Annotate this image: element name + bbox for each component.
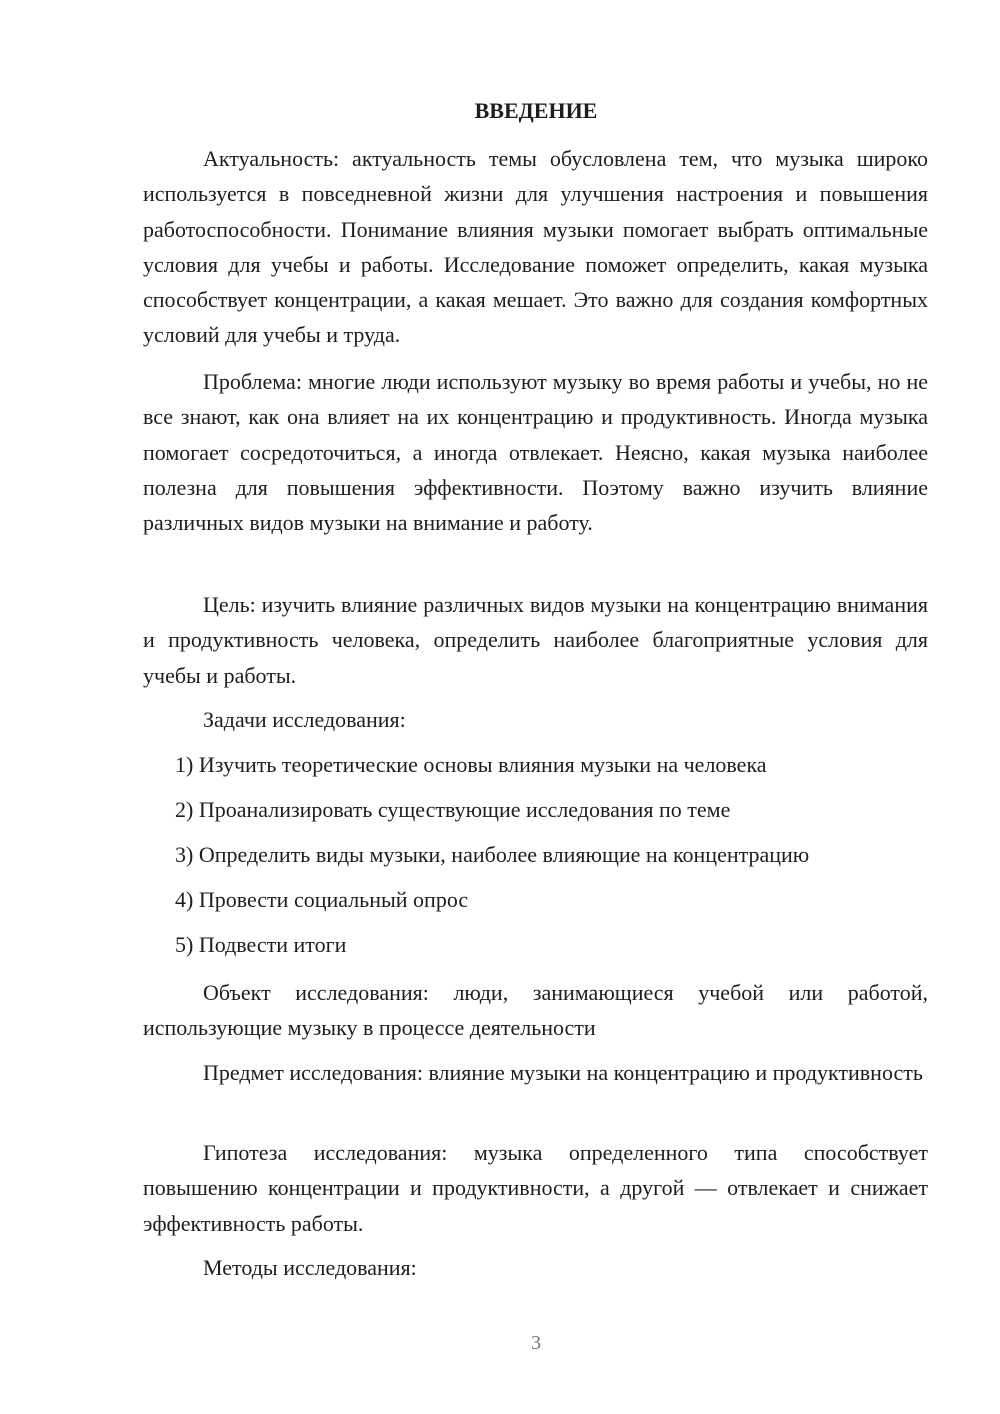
tasks-heading-section xyxy=(143,702,928,737)
relevance-section xyxy=(143,141,928,353)
relevance-paragraph: Актуальность: актуальность темы обусловлена тем, что музыка широко используется в повседневной жизни для улучшения настроения и повышения работоспособности. Понимание влияния музыки помогает выбрать оптимальные условия для учебы и работы. Исследование поможет определить, какая музыка способствует концентрации, а какая мешает. Это важно для создания комфортных условий для учебы и труда. xyxy=(143,146,928,348)
task-item: 3) Определить виды музыки, наиболее влияющие на концентрацию xyxy=(175,842,810,867)
page-title: ВВЕДЕНИЕ xyxy=(474,98,598,123)
goal-section xyxy=(143,587,928,693)
page-number: 3 xyxy=(531,1332,541,1354)
task-item: 5) Подвести итоги xyxy=(175,932,347,957)
tasks-heading: Задачи исследования: xyxy=(203,707,406,732)
goal-paragraph: Цель: изучить влияние различных видов музыки на концентрацию внимания и продуктивность человека, определить наиболее благоприятные условия для учебы и работы. xyxy=(143,592,928,688)
task-item: 1) Изучить теоретические основы влияния музыки на человека xyxy=(175,752,767,777)
hypothesis-section xyxy=(143,1135,928,1241)
subject-paragraph: Предмет исследования: влияние музыки на концентрацию и продуктивность xyxy=(203,1060,923,1085)
task-item: 2) Проанализировать существующие исследования по теме xyxy=(175,797,731,822)
object-paragraph: Объект исследования: люди, занимающиеся учебой или работой, использующие музыку в процессе деятельности xyxy=(143,980,928,1041)
problem-section xyxy=(143,364,928,540)
problem-paragraph: Проблема: многие люди используют музыку во время работы и учебы, но не все знают, как она влияет на их концентрацию и продуктивность. Иногда музыка помогает сосредоточиться, а иногда отвлекает. Неясно, какая музыка наиболее полезна для повышения эффективности. Поэтому важно изучить влияние различных видов музыки на внимание и работу. xyxy=(143,369,928,536)
methods-heading: Методы исследования: xyxy=(203,1255,417,1280)
subject-section xyxy=(143,1055,928,1090)
hypothesis-paragraph: Гипотеза исследования: музыка определенного типа способствует повышению концентрации и продуктивности, а другой — отвлекает и снижает эффективность работы. xyxy=(143,1140,928,1236)
methods-heading-section xyxy=(143,1250,928,1285)
object-section xyxy=(143,975,928,1046)
task-item: 4) Провести социальный опрос xyxy=(175,887,469,912)
